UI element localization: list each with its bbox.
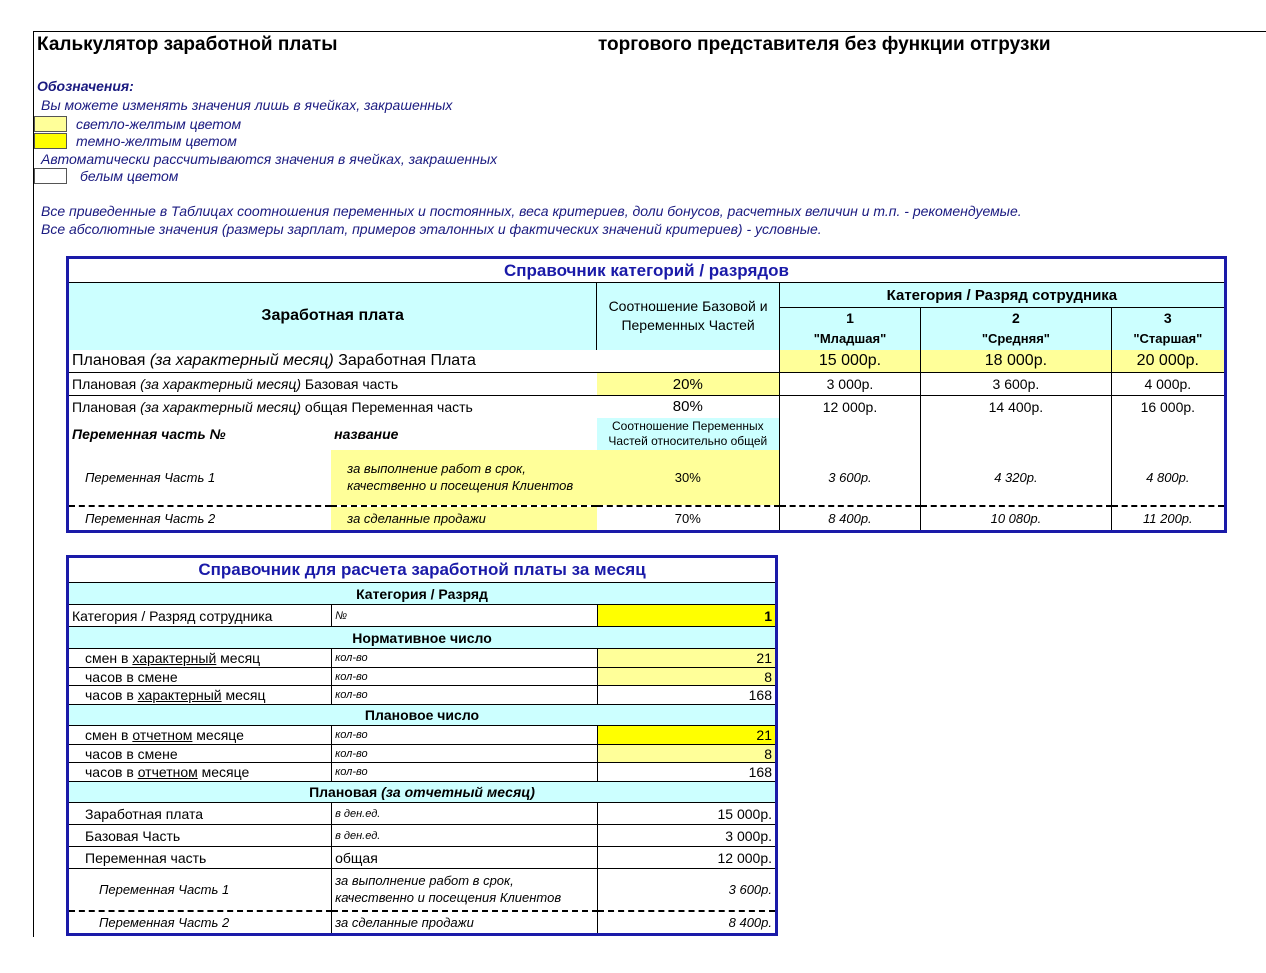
var-name-header: название (334, 425, 399, 442)
categories-table-title: Справочник категорий / разрядов (503, 260, 790, 280)
base-part-label-2: Базовая Часть (68, 825, 332, 847)
legend-heading: Обозначения: (37, 78, 134, 94)
var-part-1-value-3: 4 800р. (1111, 450, 1225, 506)
category-header: Категория / Разряд сотрудника (779, 283, 1225, 308)
monthly-table (66, 555, 778, 936)
category-3-num: 3 (1111, 308, 1225, 328)
var-part-1-label: Переменная Часть 1 (85, 469, 216, 485)
variable-ratio: 80% (672, 398, 703, 416)
base-value-1: 3 000р. (779, 373, 920, 396)
category-2-num: 2 (921, 308, 1111, 328)
planned-salary-1[interactable]: 15 000р. (779, 350, 920, 373)
plan-shifts-unit: кол-во (332, 726, 598, 745)
plan-month-hours-unit: кол-во (332, 763, 598, 782)
var-part-2-label: Переменная Часть 2 (68, 506, 332, 532)
norm-shifts-unit: кол-во (332, 649, 598, 668)
base-ratio[interactable]: 20% (597, 373, 779, 396)
ratio-header: Соотношение Базовой и Переменных Частей (597, 283, 779, 350)
planned-salary-3[interactable]: 20 000р. (1111, 350, 1225, 373)
categories-table (66, 256, 1227, 533)
monthly-var-1-value: 3 600р. (728, 881, 772, 897)
plan-month-hours-value: 168 (748, 764, 772, 780)
variable-part-unit: общая (332, 847, 598, 869)
category-2-name: "Средняя" (921, 328, 1111, 350)
page-title: Калькулятор заработной платы (37, 34, 338, 55)
var-part-2-value-2: 10 080р. (921, 506, 1111, 532)
monthly-var-2-name: за сделанные продажи (332, 911, 598, 935)
var-part-1-value-2: 4 320р. (921, 450, 1111, 506)
variable-value-3: 16 000р. (1111, 396, 1225, 418)
norm-shifts-input[interactable]: 21 (598, 649, 777, 668)
note-absolute: Все абсолютные значения (размеры зарплат, примеров эталонных и фактических значений критериев) - условные. (41, 221, 822, 237)
employee-category-label: Категория / Разряд сотрудника (68, 605, 332, 627)
section-plan: Плановое число (364, 707, 480, 723)
legend-line-editable: Вы можете изменять значения лишь в ячейках, закрашенных (41, 97, 453, 113)
plan-hours-input[interactable]: 8 (598, 745, 777, 763)
light-yellow-swatch (34, 116, 67, 132)
var-part-1-ratio[interactable]: 30% (597, 450, 779, 506)
plan-shifts-input[interactable]: 21 (598, 726, 777, 745)
base-value-3: 4 000р. (1111, 373, 1225, 396)
section-norm: Нормативное число (352, 629, 492, 646)
legend-light-yellow: светло-желтым цветом (76, 116, 242, 132)
base-value-2: 3 600р. (921, 373, 1111, 396)
category-1-name: "Младшая" (779, 328, 920, 350)
note-ratios: Все приведенные в Таблицах соотношения переменных и постоянных, веса критериев, доли бонусов, расчетных величин и т.п. - рекомендуемые. (41, 203, 1022, 219)
norm-hours-unit: кол-во (332, 668, 598, 686)
legend-dark-yellow: темно-желтым цветом (76, 133, 237, 149)
base-part-unit: в ден.ед. (332, 825, 598, 847)
var-part-2-name[interactable]: за сделанные продажи (331, 506, 597, 532)
norm-month-hours-label: часов в характерный месяц (68, 686, 332, 705)
legend-line-auto: Автоматически рассчитываются значения в ячейках, закрашенных (41, 151, 498, 167)
var-part-1-name[interactable]: за выполнение работ в срок, качественно и посещения Клиентов (331, 450, 597, 506)
salary-unit: в ден.ед. (332, 803, 598, 825)
norm-month-hours-value: 168 (748, 687, 772, 703)
monthly-var-1-name: за выполнение работ в срок, качественно и посещения Клиентов (332, 869, 598, 911)
category-3-name: "Старшая" (1111, 328, 1225, 350)
section-category: Категория / Разряд (356, 585, 488, 602)
plan-hours-label: часов в смене (68, 745, 332, 763)
base-part-value: 3 000р. (725, 827, 772, 844)
variable-part-value: 12 000р. (717, 849, 772, 866)
variable-part-label-2: Переменная часть (68, 847, 332, 869)
var-part-2-ratio: 70% (597, 506, 779, 532)
dark-yellow-swatch (34, 133, 67, 149)
employee-category-input[interactable]: 1 (598, 605, 777, 627)
norm-hours-label: часов в смене (68, 668, 332, 686)
monthly-var-1-label: Переменная Часть 1 (68, 869, 332, 911)
variable-value-1: 12 000р. (779, 396, 920, 418)
sheet-left-border (33, 31, 34, 937)
white-swatch (34, 168, 67, 184)
monthly-table-title: Справочник для расчета заработной платы за месяц (198, 560, 646, 579)
planned-salary-2[interactable]: 18 000р. (921, 350, 1111, 373)
planned-salary-label: Плановая (за характерный месяц) Заработная Плата (72, 351, 476, 369)
var-num-header: Переменная часть № (72, 425, 226, 442)
sheet-top-border (33, 31, 1266, 32)
base-part-label: Плановая (за характерный месяц) Базовая часть (72, 376, 399, 392)
category-1-num: 1 (779, 308, 920, 328)
norm-hours-input[interactable]: 8 (598, 668, 777, 686)
salary-value: 15 000р. (717, 805, 772, 822)
norm-shifts-label: смен в характерный месяц (68, 649, 332, 668)
variable-part-label: Плановая (за характерный месяц) общая Переменная часть (72, 398, 473, 415)
norm-month-hours-unit: кол-во (332, 686, 598, 705)
legend-white: белым цветом (80, 168, 179, 184)
plan-shifts-label: смен в отчетном месяце (68, 726, 332, 745)
monthly-var-2-value: 8 400р. (598, 911, 777, 935)
var-ratio-header: Соотношение Переменных Частей относительно общей (597, 418, 779, 450)
salary-header: Заработная плата (261, 307, 404, 325)
monthly-var-2-label: Переменная Часть 2 (68, 911, 332, 935)
variable-value-2: 14 400р. (921, 396, 1111, 418)
plan-month-hours-label: часов в отчетном месяце (68, 763, 332, 782)
var-part-1-value-1: 3 600р. (779, 450, 920, 506)
var-part-2-value-3: 11 200р. (1111, 506, 1225, 532)
var-part-2-value-1: 8 400р. (779, 506, 920, 532)
plan-hours-unit: кол-во (332, 745, 598, 763)
section-planned-month: Плановая (за отчетный месяц) (309, 784, 535, 800)
employee-category-unit: № (332, 605, 598, 627)
salary-label: Заработная плата (68, 803, 332, 825)
page-subtitle: торгового представителя без функции отгрузки (598, 34, 1051, 55)
